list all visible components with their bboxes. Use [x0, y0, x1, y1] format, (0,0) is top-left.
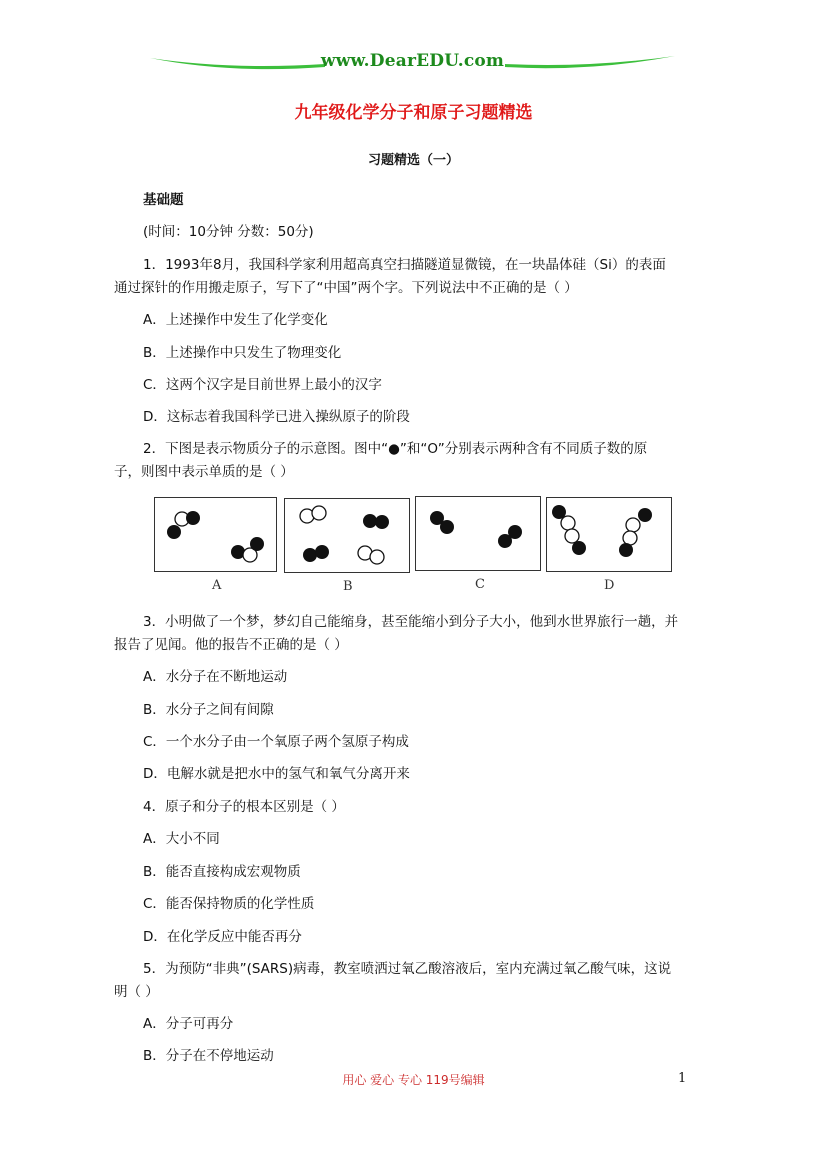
molecules-c — [416, 497, 540, 570]
question-1-text: 1．1993年8月，我国科学家利用超高真空扫描隧道显微镜，在一块晶体硅（Si）的表面 — [143, 257, 666, 273]
q4-option-a: A．大小不同 — [143, 831, 220, 847]
q1-option-b: B．上述操作中只发生了物理变化 — [143, 345, 342, 361]
question-3-text: 3．小明做了一个梦，梦幻自己能缩身，甚至能缩小到分子大小，他到水世界旅行一趟，并 — [143, 614, 679, 630]
q4-option-d: D．在化学反应中能否再分 — [143, 929, 302, 945]
q5-option-a: A．分子可再分 — [143, 1016, 234, 1032]
figure-label-d: D — [604, 578, 615, 593]
question-2-text-cont: 子，则图中表示单质的是（ ） — [114, 464, 294, 480]
question-1-text-cont: 通过探针的作用搬走原子，写下了“中国”两个字。下列说法中不正确的是（ ） — [114, 280, 578, 296]
q3-option-d: D．电解水就是把水中的氢气和氧气分离开来 — [143, 766, 410, 782]
q1-option-d: D．这标志着我国科学已进入操纵原子的阶段 — [143, 409, 410, 425]
molecules-d — [547, 498, 671, 571]
site-url: www.DearEDU.com — [320, 51, 505, 71]
page-subtitle: 习题精选（一） — [367, 153, 459, 168]
q3-option-c: C．一个水分子由一个氧原子两个氢原子构成 — [143, 734, 409, 750]
molecules-a — [155, 498, 276, 571]
molecules-b — [285, 499, 409, 572]
section-heading: 基础题 — [143, 192, 184, 208]
footer-text: 用心 爱心 专心 119号编辑 — [342, 1073, 485, 1087]
figure-panel-c — [415, 496, 541, 571]
question-2-text: 2．下图是表示物质分子的示意图。图中“●”和“O”分别表示两种含有不同质子数的原 — [143, 441, 648, 457]
q3-option-a: A．水分子在不断地运动 — [143, 669, 288, 685]
q4-option-c: C．能否保持物质的化学性质 — [143, 896, 315, 912]
time-note: (时间：10分钟 分数：50分) — [143, 224, 314, 240]
q4-option-b: B．能否直接构成宏观物质 — [143, 864, 301, 880]
figure-label-c: C — [475, 577, 485, 592]
figure-label-a: A — [212, 578, 222, 593]
figure-panel-a — [154, 497, 277, 572]
question-3-text-cont: 报告了见闻。他的报告不正确的是（ ） — [114, 637, 348, 653]
molecule-figure — [150, 494, 675, 596]
figure-panel-b — [284, 498, 410, 573]
question-5-text-cont: 明（ ） — [114, 984, 159, 1000]
page-title: 九年级化学分子和原子习题精选 — [294, 103, 533, 123]
figure-panel-d — [546, 497, 672, 572]
figure-label-b: B — [343, 579, 353, 594]
q5-option-b: B．分子在不停地运动 — [143, 1048, 274, 1064]
q3-option-b: B．水分子之间有间隙 — [143, 702, 274, 718]
question-5-text: 5．为预防“非典”(SARS)病毒，教室喷洒过氧乙酸溶液后，室内充满过氧乙酸气味，这说 — [143, 961, 672, 977]
q1-option-c: C．这两个汉字是目前世界上最小的汉字 — [143, 377, 382, 393]
site-header — [150, 50, 675, 76]
question-4-text: 4．原子和分子的根本区别是（ ） — [143, 799, 345, 815]
page-number: 1 — [678, 1071, 687, 1086]
q1-option-a: A．上述操作中发生了化学变化 — [143, 312, 328, 328]
